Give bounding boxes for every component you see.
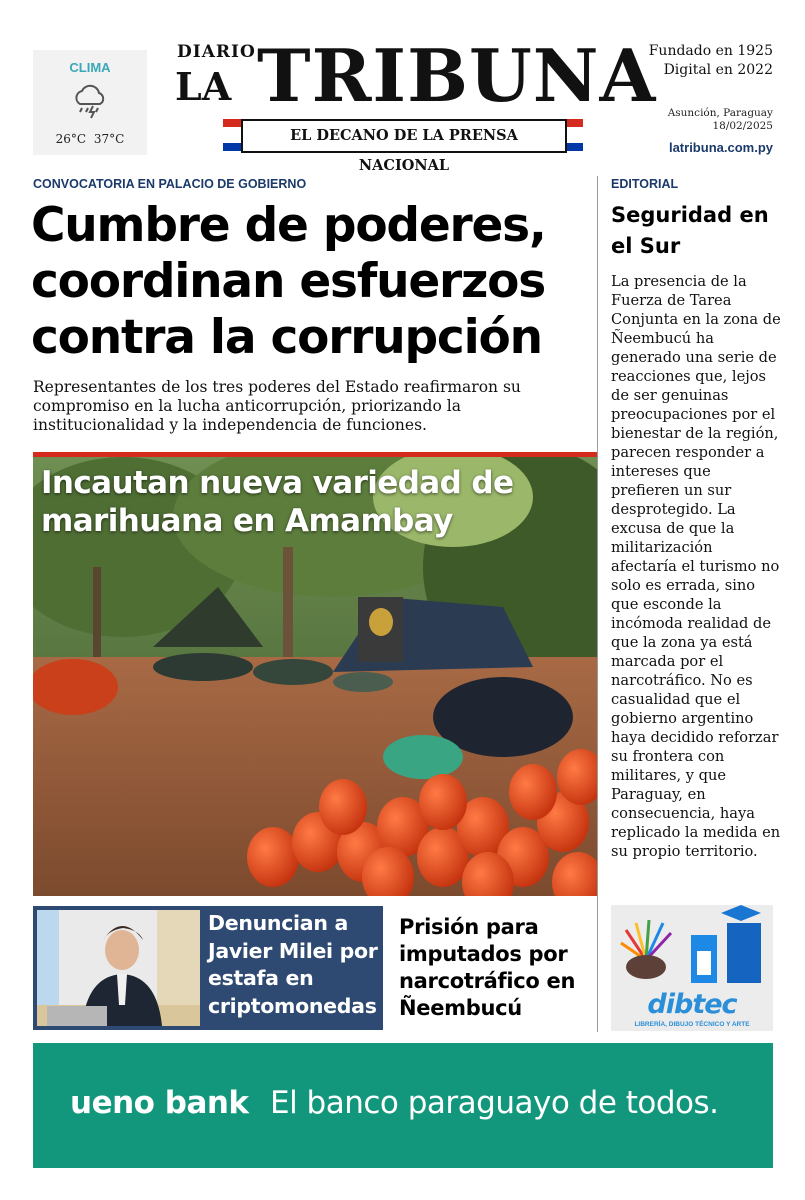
website-link[interactable]: latribuna.com.py: [668, 140, 773, 155]
founded-info: [649, 42, 773, 80]
ueno-slogan: El banco paraguayo de todos.: [270, 1085, 719, 1121]
lead-kicker: CONVOCATORIA EN PALACIO DE GOBIERNO: [33, 177, 307, 191]
ueno-bank-banner[interactable]: [33, 1043, 773, 1168]
masthead-flag-band: [223, 119, 583, 174]
prision-story-title[interactable]: Prisión para imputados por narcotráfico en Ñeembucú: [399, 915, 576, 1020]
masthead-la: LA: [175, 64, 232, 109]
photo-story-title[interactable]: Incautan nueva variedad de marihuana en Amambay: [41, 465, 514, 539]
dibtec-logo-art: [611, 905, 773, 995]
digital-year: Digital en 2022: [663, 62, 773, 78]
masthead-slogan: EL DECANO DE LA PRENSA NACIONAL: [241, 119, 567, 153]
masthead-tribuna: TRIBUNA: [257, 33, 657, 118]
storm-cloud-icon: [70, 80, 110, 120]
editorial-body: La presencia de la Fuerza de Tarea Conjunta en la zona de Ñeembucú ha generado una serie de reacciones que, lejos de ser genuinas preocupaciones por el bienestar de la región, parecen responder a intereses que prefieren un sur desprotegido. La excusa de que la militarización afectaría el turismo no solo es errada, sino que esconde la incómoda realidad de que la zona ya está marcada por el narcotráfico. No es casualidad que el gobierno argentino haya decidido reforzar su frontera con militares, y que Paraguay, en consecuencia, haya replicado la medida en su propio territorio.: [611, 273, 781, 860]
editorial-kicker: EDITORIAL: [611, 177, 679, 191]
lead-summary: Representantes de los tres poderes del Estado reafirmaron su compromiso en la lucha anticorrupción, priorizando la institucionalidad y la independencia de funciones.: [33, 378, 521, 434]
dibtec-name: dibtec: [647, 989, 737, 1020]
dibtec-tagline: LIBRERÍA, DIBUJO TÉCNICO Y ARTE: [634, 1021, 750, 1028]
lead-headline[interactable]: Cumbre de poderes, coordinan esfuerzos contra la corrupción: [31, 198, 546, 365]
milei-photo-illustration: [37, 910, 200, 1026]
milei-photo[interactable]: [37, 910, 200, 1026]
column-divider: [597, 176, 598, 1032]
city: Asunción, Paraguay: [667, 107, 773, 119]
masthead-logo[interactable]: [175, 33, 657, 174]
founded-year: Fundado en 1925: [648, 43, 773, 59]
ueno-brand: ueno bank: [70, 1085, 249, 1121]
weather-widget: [33, 50, 147, 155]
edition-date: 18/02/2025: [712, 120, 773, 132]
editorial-title[interactable]: Seguridad en el Sur: [611, 203, 769, 258]
weather-label: CLIMA: [69, 60, 111, 75]
location-date: [668, 107, 773, 133]
milei-story-title[interactable]: Denuncian a Javier Milei por estafa en criptomonedas: [208, 911, 378, 1018]
weather-temps: 26°C 37°C: [55, 132, 125, 146]
dibtec-ad[interactable]: [611, 905, 773, 1031]
masthead-diario: DIARIO: [177, 42, 256, 62]
